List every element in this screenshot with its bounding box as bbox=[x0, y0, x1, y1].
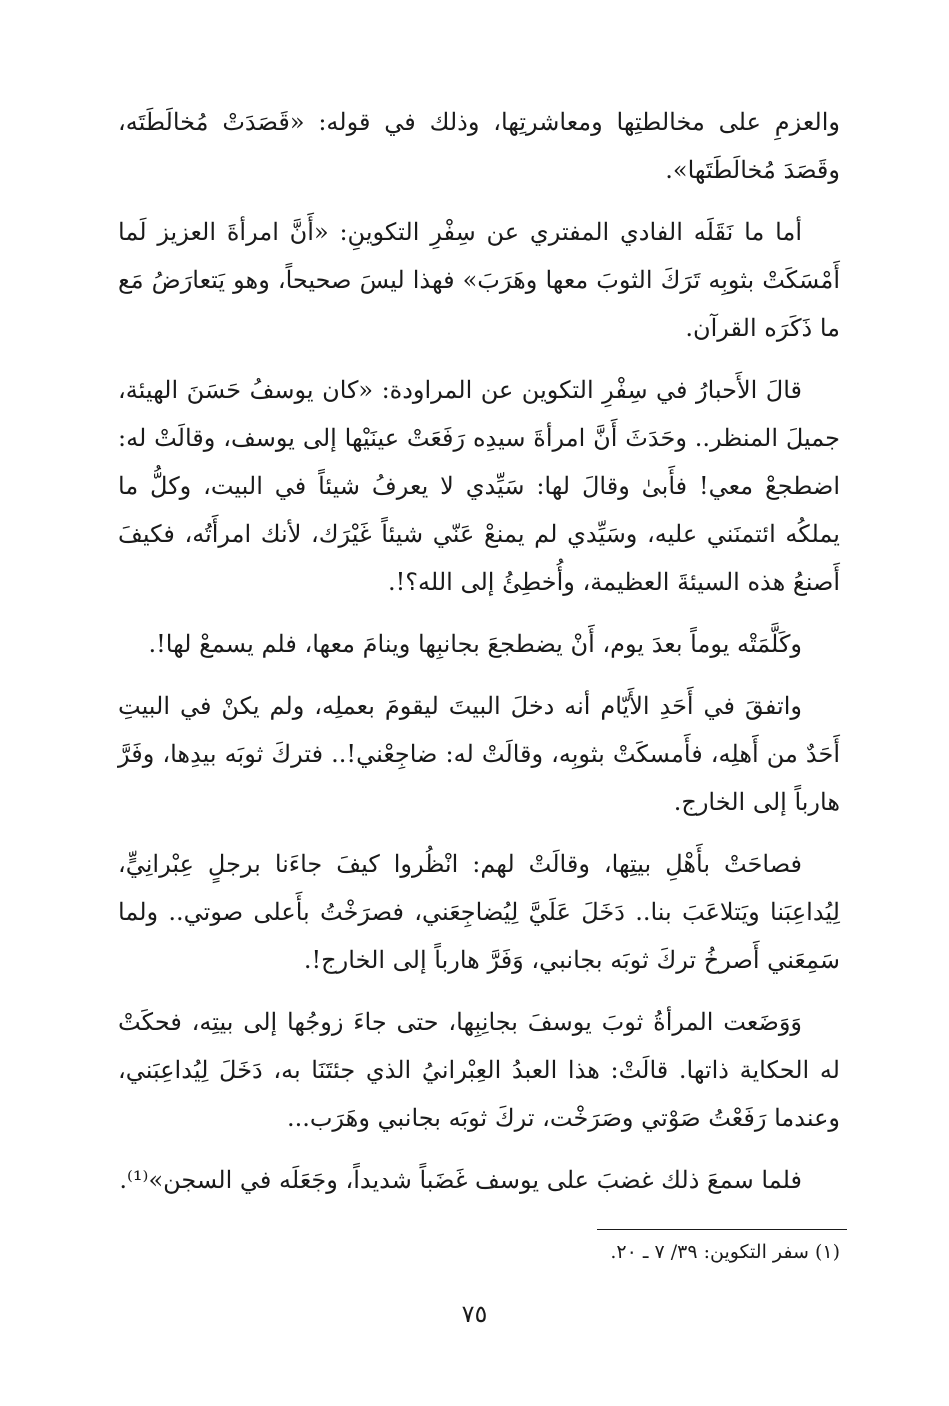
page-number: ٧٥ bbox=[461, 1300, 488, 1328]
document-body bbox=[118, 98, 840, 1218]
paragraph-7: وَوَضَعت المرأةُ ثوبَ يوسفَ بجانِبِها، حتى جاءَ زوجُها إلى بيتِه، فحكَتْ له الحكاية ذاتها. قالَتْ: هذا العبدُ العِبْرانيُ الذي جئتَنَا به، دَخَلَ لِيُداعِبَني، وعندما رَفَعْتُ صَوْتي وصَرَخْت، تركَ ثوبَه بجانبي وهَرَب... bbox=[118, 1008, 840, 1132]
paragraph-5: واتفقَ في أَحَدِ الأَيّام أنه دخلَ البيتَ ليقومَ بعملِه، ولم يكنْ في البيتِ أَحَدٌ من أَهلِه، فأَمسكَتْ بثوبِه، وقالَتْ له: ضاجِعْني!.. فتركَ ثوبَه بيدِها، وفَرَّ هارباً إلى الخارج. bbox=[118, 692, 840, 816]
paragraph-6: فصاحَتْ بأَهْلِ بيتِها، وقالَتْ لهم: انْظُروا كيفَ جاءَنا برجلٍ عِبْرانِيٍّ، لِيُداعِبَنا ويَتلاعَبَ بنا.. دَخَلَ عَلَيَّ لِيُضاجِعَني، فصرَخْتُ بأَعلى صوتي.. ولما سَمِعَني أَصرخُ تركَ ثوبَه بجانبي، وَفَرَّ هارباً إلى الخارج!. bbox=[118, 850, 840, 974]
footnote-divider bbox=[597, 1229, 847, 1230]
footnote: (١) سفر التكوين: ٣٩/ ٧ ـ ٢٠. bbox=[610, 1241, 840, 1263]
paragraph-4: وكَلَّمَتْه يوماً بعدَ يوم، أَنْ يضطجعَ بجانبِها وينامَ معها، فلم يسمعْ لها!. bbox=[148, 630, 802, 658]
paragraph-1: والعزمِ على مخالطتِها ومعاشرتِها، وذلك في قوله: «قَصَدَتْ مُخالَطَتَه، وقَصَدَ مُخالَطَتَها». bbox=[118, 108, 840, 184]
paragraph-2: أما ما نَقَلَه الفادي المفتري عن سِفْرِ التكوينِ: «أَنَّ امرأةَ العزيز لَما أَمْسَكَتْ بثوبِه تَرَكَ الثوبَ معها وهَرَبَ» فهذا ليسَ صحيحاً، وهو يَتعارَضُ مَع ما ذَكَرَه القرآن. bbox=[118, 218, 840, 342]
paragraph-3: قالَ الأَحبارُ في سِفْرِ التكوين عن المراودة: «كان يوسفُ حَسَنَ الهيئة، جميلَ المنظر.. وحَدَثَ أَنَّ امرأةَ سيدِه رَفَعَتْ عينَيْها إلى يوسف، وقالَتْ له: اضطجعْ معي! فأَبىٰ وقالَ لها: سَيِّدي لا يعرفُ شيئاً في البيت، وكلُّ ما يملكُه ائتمنَني عليه، وسَيِّدي لم يمنعْ عَنّي شيئاً غَيْرَك، لأنك امرأَتُه، فكيفَ أَصنعُ هذه السيئةَ العظيمة، وأُخطِئُ إلى الله؟!. bbox=[118, 376, 840, 596]
paragraph-8: فلما سمعَ ذلك غضبَ على يوسف غَضَباً شديداً، وجَعَلَه في السجن»⁽¹⁾. bbox=[119, 1166, 802, 1194]
